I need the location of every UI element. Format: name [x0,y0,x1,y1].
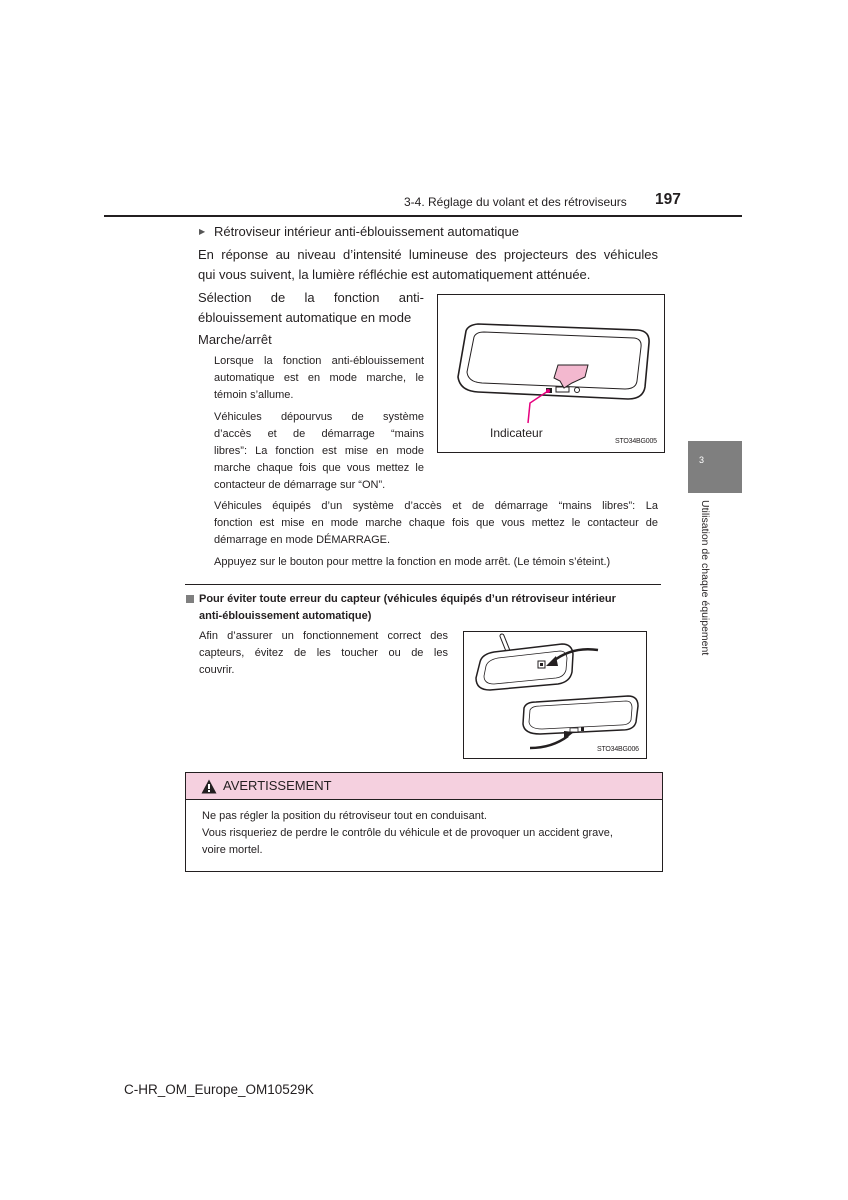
on-off-title: Marche/arrêt [198,332,272,347]
p3-line-1: Véhicules équipés d’un système d’accès et de démarrage “mains libres”: La [214,500,658,512]
figure-code: STO34BG005 [615,438,657,445]
section-heading: Rétroviseur intérieur anti-éblouissement automatique [214,224,519,239]
p1-line-2: automatique est en mode marche, le [214,372,424,384]
chapter-tab-label: Utilisation de chaque équipement [699,500,711,656]
intro-line-2: qui vous suivent, la lumière réfléchie est automatiquement atténuée. [198,267,591,282]
p2-line-1: Véhicules dépourvus de système [214,411,424,423]
p2-line-5: contacteur de démarrage sur “ON”. [214,479,386,491]
p3-line-2: fonction est mise en mode marche chaque fois que vous mettez le contacteur de [214,517,658,529]
sensor-body-line-3: couvrir. [199,664,235,676]
intro-line-1: En réponse au niveau d’intensité lumineuse des projecteurs des véhicules [198,247,658,262]
rearview-mirror-illustration [438,295,664,452]
sensor-body-line-1: Afin d’assurer un fonctionnement correct des [199,630,448,642]
mirror-sensor-illustration [464,632,646,758]
figure-callout-indicator: Indicateur [490,426,543,440]
chapter-tab-number: 3 [699,455,705,465]
warning-line-3: voire mortel. [202,844,263,856]
warning-triangle-icon [201,779,217,794]
square-bullet-icon [186,595,194,603]
footer-doc-code: C-HR_OM_Europe_OM10529K [124,1082,314,1097]
warning-line-1: Ne pas régler la position du rétroviseur tout en conduisant. [202,810,487,822]
warning-title: AVERTISSEMENT [223,778,332,793]
p1-line-3: témoin s’allume. [214,389,294,401]
sensor-heading-line-1: Pour éviter toute erreur du capteur (véhicules équipés d’un rétroviseur intérieur [199,593,616,605]
p4-text: Appuyez sur le bouton pour mettre la fonction en mode arrêt. (Le témoin s’éteint.) [214,556,611,568]
p1-line-1: Lorsque la fonction anti-éblouissement [214,355,424,367]
figure-mirror-sensors [463,631,647,759]
section-divider [185,584,661,585]
p2-line-2: d’accès et de démarrage “mains [214,428,424,440]
triangle-bullet-icon: ▶ [199,227,206,236]
warning-line-2: Vous risqueriez de perdre le contrôle du véhicule et de provoquer un accident grave, [202,827,613,839]
sensor-body-line-2: capteurs, évitez de les toucher ou de les [199,647,448,659]
warning-header [186,773,662,800]
sensor-heading-line-2: anti-éblouissement automatique) [199,610,372,622]
figure-code-2: STO34BG006 [597,746,639,753]
p3-line-3: démarrage en mode DÉMARRAGE. [214,534,391,546]
selection-line-1: Sélection de la fonction anti- [198,290,424,305]
figure-mirror-indicator [437,294,665,453]
page-number: 197 [655,191,681,208]
chapter-tab [688,441,742,493]
selection-line-2: éblouissement automatique en mode [198,310,412,325]
running-header-section: 3-4. Réglage du volant et des rétroviseurs [404,195,627,209]
p2-line-4: marche chaque fois que vous mettez le [214,462,424,474]
header-rule [104,215,742,217]
p2-line-3: libres”: La fonction est mise en mode [214,445,424,457]
